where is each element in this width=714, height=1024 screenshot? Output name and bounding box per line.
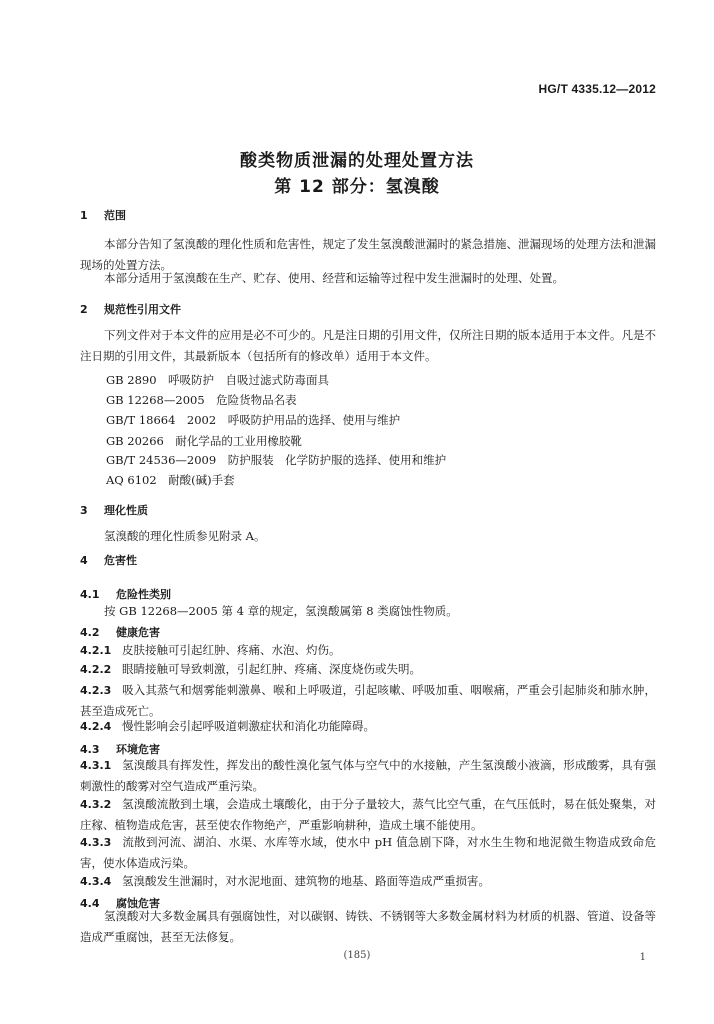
section-1-paragraph-1: 本部分告知了氢溴酸的理化性质和危害性，规定了发生氢溴酸泄漏时的紧急措施、泄漏现场的处理方法和泄漏现场的处置方法。 bbox=[80, 237, 656, 272]
section-number: 3 bbox=[80, 504, 88, 517]
clause-4-2-heading bbox=[80, 624, 160, 640]
section-3-paragraph-1: 氢溴酸的理化性质参见附录 A。 bbox=[104, 529, 266, 543]
section-number: 1 bbox=[80, 209, 88, 222]
section-title: 理化性质 bbox=[104, 504, 148, 517]
clause-4-3-1 bbox=[80, 755, 656, 797]
reference-item: GB/T 18664 2002 呼吸防护用品的选择、使用与维护 bbox=[106, 413, 401, 427]
clause-4-1-heading bbox=[80, 586, 171, 602]
section-1-paragraph-2: 本部分适用于氢溴酸在生产、贮存、使用、经营和运输等过程中发生泄漏时的处理、处置。 bbox=[104, 271, 564, 285]
page-code: (185) bbox=[343, 950, 371, 961]
clause-text: 皮肤接触可引起红肿、疼痛、水泡、灼伤。 bbox=[122, 643, 341, 657]
clause-text: 慢性影响会引起呼吸道刺激症状和消化功能障碍。 bbox=[122, 719, 375, 733]
clause-number: 4.3.4 bbox=[80, 875, 112, 888]
section-1-heading bbox=[80, 207, 126, 223]
document-code: HG/T 4335.12—2012 bbox=[538, 82, 656, 96]
reference-item: GB 2890 呼吸防护 自吸过滤式防毒面具 bbox=[106, 373, 330, 387]
clause-4-2-1 bbox=[80, 640, 656, 661]
reference-item: AQ 6102 耐酸(碱)手套 bbox=[106, 473, 235, 487]
clause-number: 4.3.2 bbox=[80, 798, 112, 811]
clause-4-3-3 bbox=[80, 832, 656, 874]
clause-4-3-2 bbox=[80, 794, 656, 836]
reference-item: GB 12268—2005 危险货物品名表 bbox=[106, 393, 297, 407]
clause-4-1-paragraph: 按 GB 12268—2005 第 4 章的规定，氢溴酸属第 8 类腐蚀性物质。 bbox=[104, 604, 458, 618]
clause-title: 环境危害 bbox=[116, 743, 160, 756]
clause-number: 4.2.4 bbox=[80, 720, 112, 733]
clause-4-3-4 bbox=[80, 871, 656, 892]
clause-title: 健康危害 bbox=[116, 626, 160, 639]
clause-title: 腐蚀危害 bbox=[116, 897, 160, 910]
clause-4-4-paragraph: 氢溴酸对大多数金属具有强腐蚀性，对以碳钢、铸铁、不锈钢等大多数金属材料为材质的机器、管道、设备等造成严重腐蚀，甚至无法修复。 bbox=[80, 909, 656, 944]
clause-4-2-2 bbox=[80, 659, 656, 680]
clause-number: 4.2 bbox=[80, 626, 100, 639]
clause-number: 4.2.1 bbox=[80, 644, 112, 657]
section-number: 2 bbox=[80, 303, 88, 316]
document-subtitle: 第 12 部分：氢溴酸 bbox=[274, 177, 440, 197]
clause-number: 4.3.3 bbox=[80, 836, 112, 849]
clause-number: 4.3.1 bbox=[80, 759, 112, 772]
clause-text: 吸入其蒸气和烟雾能刺激鼻、喉和上呼吸道，引起咳嗽、呼吸加重、咽喉痛，严重会引起肺炎和肺水肿，甚至造成死亡。 bbox=[80, 683, 656, 718]
clause-text: 眼睛接触可导致刺激，引起红肿、疼痛、深度烧伤或失明。 bbox=[122, 662, 421, 676]
clause-text: 氢溴酸发生泄漏时，对水泥地面、建筑物的地基、路面等造成严重损害。 bbox=[122, 874, 490, 888]
section-title: 危害性 bbox=[104, 554, 137, 567]
section-2-paragraph-1: 下列文件对于本文件的应用是必不可少的。凡是注日期的引用文件，仅所注日期的版本适用于本文件。凡是不注日期的引用文件，其最新版本（包括所有的修改单）适用于本文件。 bbox=[80, 328, 656, 363]
section-2-heading bbox=[80, 301, 181, 317]
clause-number: 4.3 bbox=[80, 743, 100, 756]
clause-text: 氢溴酸具有挥发性，挥发出的酸性溴化氢气体与空气中的水接触，产生氢溴酸小液滴，形成酸雾，具有强刺激性的酸雾对空气造成严重污染。 bbox=[80, 758, 656, 793]
section-title: 范围 bbox=[104, 209, 126, 222]
reference-item: GB 20266 耐化学品的工业用橡胶靴 bbox=[106, 434, 302, 448]
section-4-heading bbox=[80, 552, 137, 568]
document-title: 酸类物质泄漏的处理处置方法 bbox=[240, 151, 474, 171]
clause-number: 4.2.3 bbox=[80, 684, 112, 697]
clause-title: 危险性类别 bbox=[116, 588, 171, 601]
page-number: 1 bbox=[639, 952, 646, 963]
clause-4-2-4 bbox=[80, 716, 656, 737]
clause-number: 4.4 bbox=[80, 897, 100, 910]
section-number: 4 bbox=[80, 554, 88, 567]
clause-number: 4.1 bbox=[80, 588, 100, 601]
reference-item: GB/T 24536—2009 防护服装 化学防护服的选择、使用和维护 bbox=[106, 453, 447, 467]
clause-text: 流散到河流、湖泊、水渠、水库等水域，使水中 pH 值急剧下降，对水生生物和地泥微生物造成致命危害，使水体造成污染。 bbox=[80, 835, 656, 870]
section-3-heading bbox=[80, 502, 148, 518]
clause-text: 氢溴酸流散到土壤，会造成土壤酸化，由于分子量较大，蒸气比空气重，在气压低时，易在低处聚集，对庄稼、植物造成危害，甚至使农作物绝产，严重影响耕种，造成土壤不能使用。 bbox=[80, 797, 656, 832]
section-title: 规范性引用文件 bbox=[104, 303, 181, 316]
clause-number: 4.2.2 bbox=[80, 663, 112, 676]
